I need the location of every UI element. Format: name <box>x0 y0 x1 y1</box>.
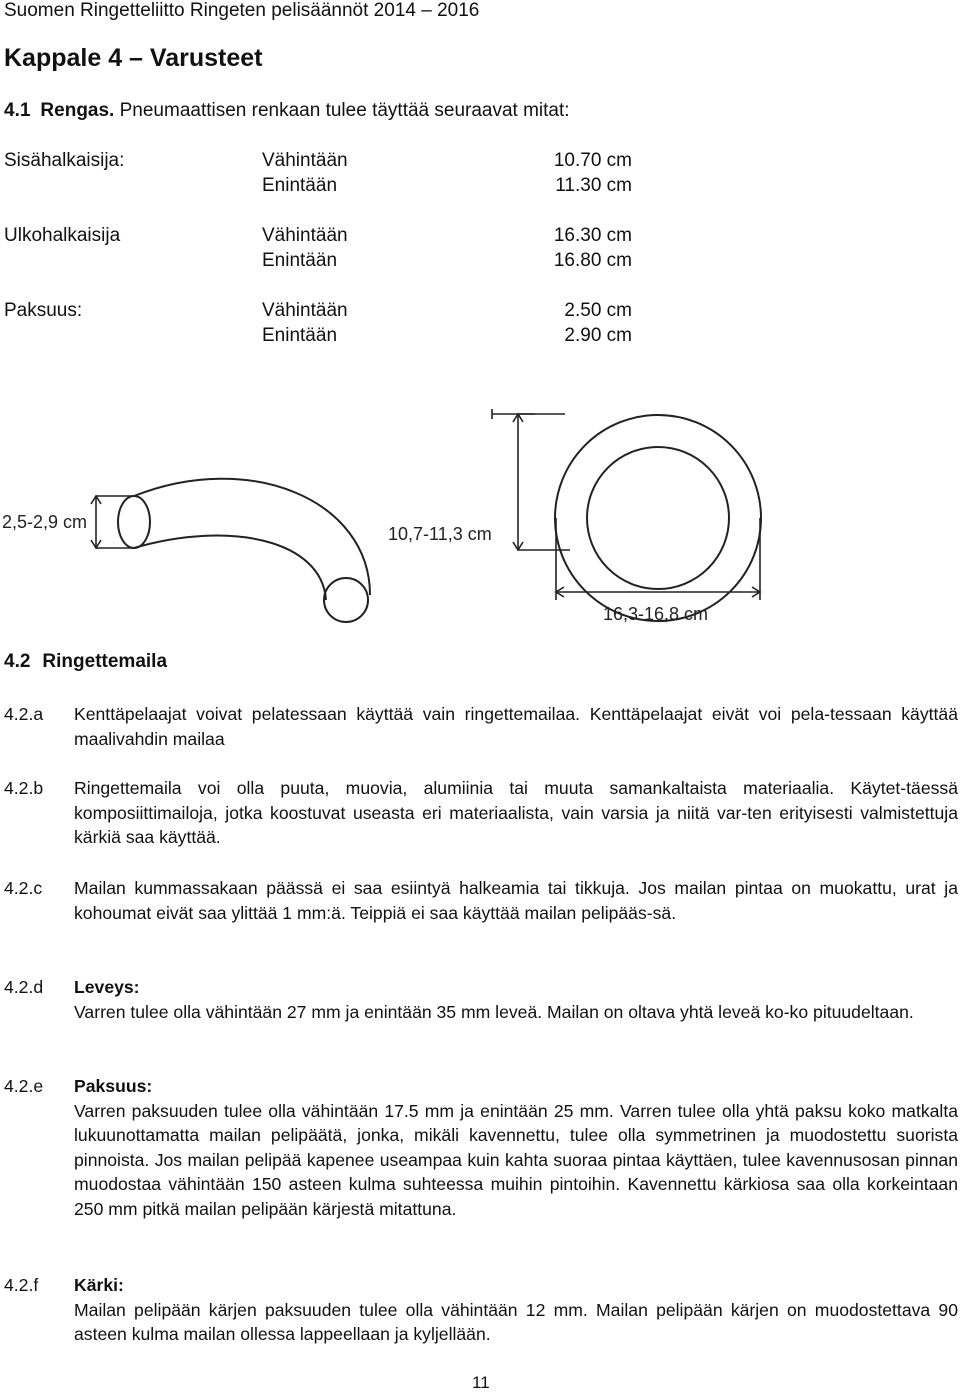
rule-number: 4.2.f <box>4 1275 39 1295</box>
section-number: 4.1 <box>4 100 31 121</box>
rule-text: Mailan pelipään kärjen paksuuden tulee olla vähintään 12 mm. Mailan pelipään kärjen on muodostettava 90 asteen kulma mailan ollessa lappeellaan ja kyljellään. <box>74 1299 958 1344</box>
outer-diameter-label: 16,3-16,8 cm <box>603 604 709 624</box>
measurement-row <box>4 250 632 275</box>
ring-inner-circle <box>587 447 729 589</box>
measurement-qualifier: Vähintään <box>262 225 348 246</box>
measurement-qualifier: Enintään <box>262 250 338 271</box>
rule-title: Paksuus: <box>74 1076 153 1096</box>
ring-outer-circle <box>555 415 761 621</box>
section-number: 4.2 <box>4 651 31 672</box>
rule-body <box>74 776 958 850</box>
rule-text: Ringettemaila voi olla puuta, muovia, alumiinia tai muuta samankaltaista materiaalia. Käytet-täessä komposiittimailoja, jotka koostuvat useasta eri materiaalista, vain varsia ja niitä var-ten erityisesti valmistettuja kärkiä saa käyttää. <box>74 778 958 847</box>
rule-number: 4.2.d <box>4 977 44 997</box>
rule-text: Kenttäpelaajat voivat pelatessaan käyttää vain ringettemailaa. Kenttäpelaajat eivät voi pela-tessaan käyttää maalivahdin mailaa <box>74 704 958 749</box>
rule-title: Leveys: <box>74 977 140 997</box>
measurement-value: 10.70 cm <box>553 150 632 171</box>
measurement-qualifier: Enintään <box>262 175 338 196</box>
measurement-row <box>4 325 632 350</box>
tube-body <box>134 479 370 595</box>
section-4-2 <box>4 651 167 673</box>
rule-body <box>74 1273 958 1347</box>
measurement-label: Ulkohalkaisija <box>4 225 121 246</box>
section-lead: Rengas. <box>40 100 115 121</box>
tube-end-left <box>118 496 150 548</box>
measurement-label: Sisähalkaisija: <box>4 150 125 171</box>
rule-number: 4.2.c <box>4 878 43 898</box>
tube-body-inner <box>134 536 326 600</box>
rule-number: 4.2.a <box>4 704 44 724</box>
section-4-1 <box>4 100 570 122</box>
page-number: 11 <box>472 1373 490 1392</box>
rule-number: 4.2.b <box>4 778 44 798</box>
measurement-qualifier: Vähintään <box>262 150 348 171</box>
document-header: Suomen Ringetteliitto Ringeten pelisäännöt 2014 – 2016 <box>4 0 480 21</box>
rule-body <box>74 1074 958 1221</box>
measurement-value: 16.30 cm <box>553 225 632 246</box>
rule-body <box>74 975 958 1024</box>
rule-body <box>74 702 958 751</box>
measurement-row <box>4 300 632 325</box>
section-text: Pneumaattisen renkaan tulee täyttää seuraavat mitat: <box>119 100 570 121</box>
measurement-qualifier: Enintään <box>262 325 338 346</box>
measurement-label: Paksuus: <box>4 300 83 321</box>
measurement-value: 11.30 cm <box>555 175 632 196</box>
rule-text: Mailan kummassakaan päässä ei saa esiintyä halkeamia tai tikkuja. Jos mailan pintaa on muokattu, urat ja kohoumat eivät saa ylittää 1 mm:ä. Teippiä ei saa käyttää mailan pelipääs-sä. <box>74 878 958 923</box>
measurement-qualifier: Vähintään <box>262 300 348 321</box>
rule-text: Varren tulee olla vähintään 27 mm ja enintään 35 mm leveä. Mailan on oltava yhtä leveä ko-ko pituudeltaan. <box>74 1001 914 1022</box>
rule-body <box>74 876 958 925</box>
measurement-row <box>4 175 632 200</box>
chapter-title: Kappale 4 – Varusteet <box>4 44 263 72</box>
rule-title: Kärki: <box>74 1275 124 1295</box>
rule-text: Varren paksuuden tulee olla vähintään 17.5 mm ja enintään 25 mm. Varren tulee olla yhtä paksu koko matkalta lukuunottamatta mailan pelipäätä, jonka, mikäli kavennettu, tulee olla symmetrinen ja muodostettu suorista pinnoista. Jos mailan pelipää kapenee useampaa kuin kahta suoraa pintaa käyttäen, tulee kavennusosan pinnan muodostaa vähintään 150 asteen kulma suhteessa muihin pintoihin. Kavennettu kärkiosa saa olla korkeintaan 250 mm pitkä mailan pelipään kärjestä mitattuna. <box>74 1100 958 1219</box>
measurement-value: 2.50 cm <box>564 300 632 321</box>
measurement-value: 16.80 cm <box>553 250 632 271</box>
tube-end-bottom <box>324 578 368 622</box>
measurement-row <box>4 225 632 250</box>
ring-dimension-diagram <box>0 395 960 635</box>
section-title: Ringettemaila <box>42 651 168 672</box>
measurement-row <box>4 150 632 175</box>
rule-number: 4.2.e <box>4 1076 44 1096</box>
inner-diameter-label: 10,7-11,3 cm <box>388 524 492 544</box>
thickness-label: 2,5-2,9 cm <box>2 512 88 532</box>
measurement-value: 2.90 cm <box>564 325 632 346</box>
